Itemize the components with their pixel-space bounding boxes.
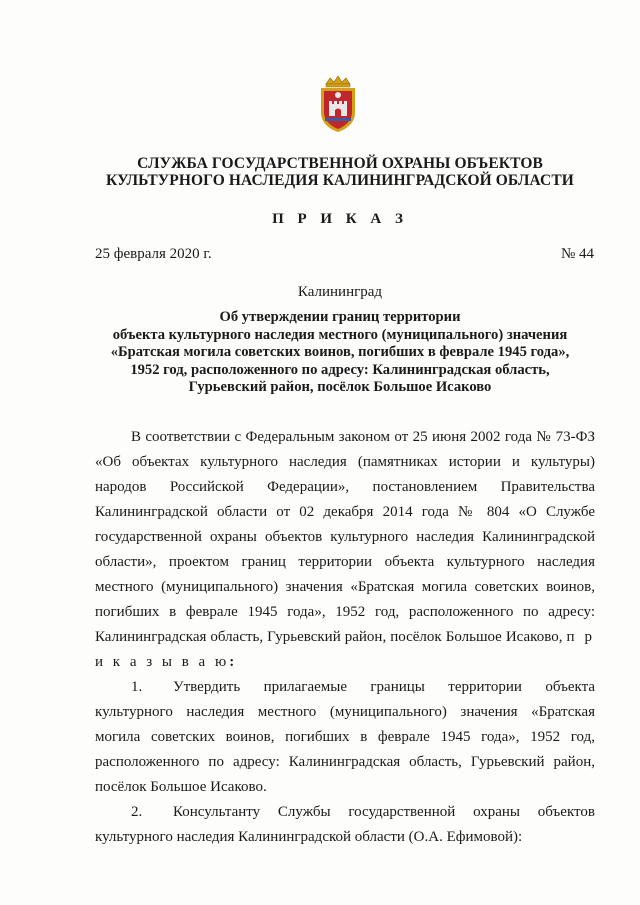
document-date: 25 февраля 2020 г. (95, 246, 212, 262)
preamble-paragraph (95, 425, 595, 675)
order-item-2-number: 2. (131, 804, 143, 820)
order-item-1-text: Утвердить прилагаемые границы территории объекта культурного наследия местного (муниципального) значения «Братская могила советских воинов, погибших в феврале 1945 года», 1952 год, расположенного по адресу: Калининградская область, Гурьевский район, посёлок Большое Исаково. (95, 679, 595, 795)
document-subject (80, 309, 600, 397)
order-word-text: п р и к а з ы в а ю (95, 629, 595, 670)
document-type-title: П Р И К А З (272, 211, 408, 227)
order-item-2 (95, 800, 595, 850)
document-number: № 44 (560, 246, 594, 262)
agency-name (60, 155, 620, 189)
coat-of-arms-icon (316, 74, 360, 134)
order-item-1 (95, 675, 595, 800)
subject-line-5: Гурьевский район, посёлок Большое Исаково (188, 379, 492, 395)
subject-line-1: Об утверждении границ территории (219, 309, 461, 325)
order-item-2-text: Консультанту Службы государственной охраны объектов культурного наследия Калининградской области (О.А. Ефимовой): (95, 804, 595, 845)
document-body (95, 425, 595, 850)
agency-name-line-2: КУЛЬТУРНОГО НАСЛЕДИЯ КАЛИНИНГРАДСКОЙ ОБЛАСТИ (106, 172, 574, 189)
document-city: Калининград (297, 284, 383, 300)
order-colon: : (229, 654, 235, 670)
agency-name-line-1: СЛУЖБА ГОСУДАРСТВЕННОЙ ОХРАНЫ ОБЪЕКТОВ (137, 155, 543, 172)
subject-line-3: «Братская могила советских воинов, погибших в феврале 1945 года», (110, 344, 570, 360)
order-item-1-number: 1. (131, 679, 143, 695)
subject-line-4: 1952 год, расположенного по адресу: Калининградская область, (130, 361, 550, 378)
preamble-text: В соответствии с Федеральным законом от 25 июня 2002 года № 73-ФЗ «Об объектах культурного наследия (памятниках истории и культуры) народов Российской Федерации», постановлением Правительства Калининградской области от 02 декабря 2014 года № 804 «О Службе государственной охраны объектов культурного наследия Калининградской области», проектом границ территории объекта культурного наследия местного (муниципального) значения «Братская могила советских воинов, погибших в феврале 1945 года», 1952 год, расположенного по адресу: Калининградская область, Гурьевский район, посёлок Большое Исаково, (95, 429, 595, 645)
subject-line-2: объекта культурного наследия местного (муниципального) значения (112, 326, 568, 343)
